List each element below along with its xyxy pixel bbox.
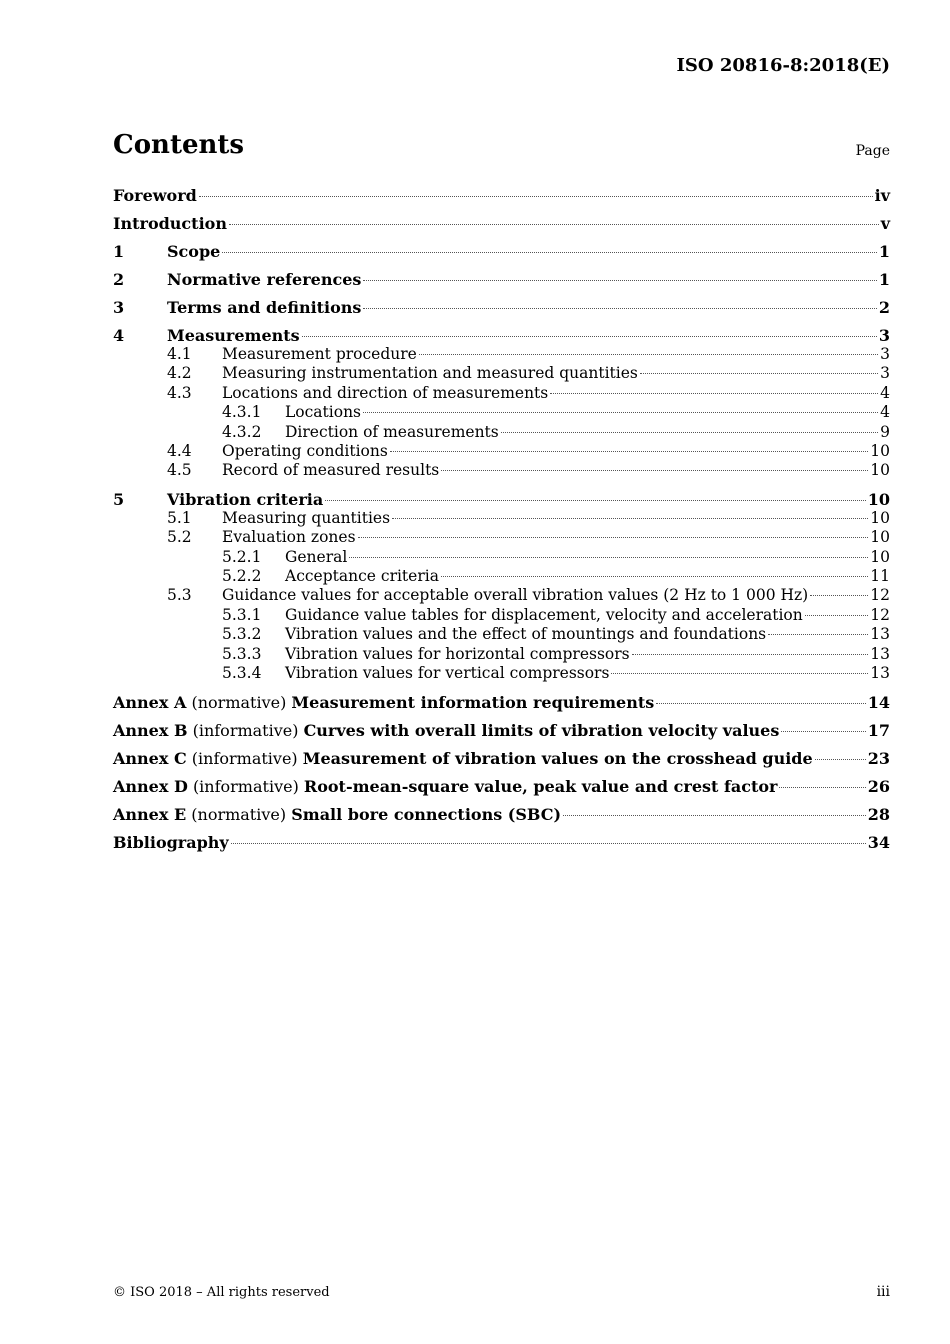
toc-title: Measuring instrumentation and measured quantities bbox=[222, 364, 638, 383]
toc-page: 13 bbox=[870, 644, 890, 663]
leader-dots bbox=[611, 673, 868, 674]
toc-number: 5.3.3 bbox=[222, 644, 262, 663]
toc-title bbox=[113, 805, 561, 824]
leader-dots bbox=[550, 393, 878, 394]
toc-page: iv bbox=[874, 186, 890, 205]
toc-number: 4.2 bbox=[167, 364, 192, 383]
toc-title bbox=[113, 721, 779, 740]
toc-entry-bibliography[interactable] bbox=[113, 833, 890, 852]
table-of-contents bbox=[113, 186, 890, 852]
toc-number: 4.5 bbox=[167, 461, 192, 480]
toc-page: 10 bbox=[870, 508, 890, 527]
toc-number: 1 bbox=[113, 242, 125, 261]
toc-entry-5-3[interactable] bbox=[113, 586, 890, 605]
toc-title: Vibration values for vertical compressors bbox=[285, 664, 610, 683]
toc-page: 17 bbox=[867, 720, 890, 740]
leader-dots bbox=[419, 354, 878, 355]
annex-label: Annex A bbox=[113, 692, 187, 712]
toc-title bbox=[113, 777, 777, 796]
toc-page: 28 bbox=[867, 804, 890, 824]
leader-dots bbox=[325, 500, 866, 501]
toc-page: v bbox=[880, 214, 890, 233]
toc-page: 1 bbox=[878, 242, 890, 261]
leader-dots bbox=[441, 470, 868, 471]
toc-number: 4.3 bbox=[167, 383, 192, 402]
toc-entry-annex-b[interactable] bbox=[113, 721, 890, 740]
toc-entry-annex-a[interactable] bbox=[113, 693, 890, 712]
toc-title: Locations bbox=[285, 403, 362, 422]
toc-entry-5-3-2[interactable] bbox=[113, 625, 890, 644]
toc-entry-5-2[interactable] bbox=[113, 528, 890, 547]
leader-dots bbox=[302, 336, 877, 337]
toc-number: 4.4 bbox=[167, 442, 192, 461]
toc-entry-5-3-3[interactable] bbox=[113, 645, 890, 664]
toc-page: 10 bbox=[870, 461, 890, 480]
toc-page: 10 bbox=[870, 442, 890, 461]
annex-label: Annex B bbox=[113, 720, 188, 740]
leader-dots bbox=[768, 634, 868, 635]
annex-title: Measurement information requirements bbox=[291, 692, 655, 712]
toc-page: 26 bbox=[867, 776, 890, 796]
toc-entry-vibration-criteria[interactable] bbox=[113, 490, 890, 509]
copyright-notice: © ISO 2018 – All rights reserved bbox=[113, 1285, 330, 1300]
leader-dots bbox=[229, 224, 879, 225]
document-id: ISO 20816-8:2018(E) bbox=[676, 55, 890, 76]
toc-page: 11 bbox=[870, 567, 890, 586]
toc-title: Operating conditions bbox=[222, 442, 388, 461]
toc-title: Direction of measurements bbox=[285, 422, 499, 441]
toc-title: Normative references bbox=[167, 270, 362, 289]
annex-title: Root-mean-square value, peak value and crest factor bbox=[303, 776, 778, 796]
toc-title: Vibration values and the effect of mountings and foundations bbox=[285, 625, 767, 644]
leader-dots bbox=[810, 595, 868, 596]
leader-dots bbox=[349, 557, 868, 558]
toc-page: 4 bbox=[880, 403, 890, 422]
page-column-label: Page bbox=[855, 143, 890, 159]
toc-title bbox=[113, 693, 654, 712]
toc-entry-5-2-2[interactable] bbox=[113, 567, 890, 586]
toc-page: 4 bbox=[880, 383, 890, 402]
toc-entry-5-2-1[interactable] bbox=[113, 548, 890, 567]
toc-title: Acceptance criteria bbox=[285, 567, 439, 586]
toc-page: 3 bbox=[880, 364, 890, 383]
toc-title: Guidance value tables for displacement, velocity and acceleration bbox=[285, 605, 803, 624]
toc-title: Introduction bbox=[113, 214, 227, 233]
toc-number: 5.3.4 bbox=[222, 664, 262, 683]
annex-label: Annex E bbox=[113, 804, 187, 824]
annex-title: Measurement of vibration values on the crosshead guide bbox=[302, 748, 813, 768]
toc-number: 2 bbox=[113, 270, 125, 289]
contents-heading: Contents bbox=[113, 130, 245, 160]
annex-kind: (informative) bbox=[192, 720, 299, 740]
toc-number: 4.1 bbox=[167, 345, 192, 363]
annex-label: Annex C bbox=[113, 748, 187, 768]
toc-page: 14 bbox=[867, 692, 890, 712]
annex-kind: (normative) bbox=[191, 692, 287, 712]
toc-entry-foreword[interactable] bbox=[113, 186, 890, 205]
toc-page: 1 bbox=[878, 270, 890, 289]
leader-dots bbox=[441, 576, 868, 577]
toc-title: Foreword bbox=[113, 186, 197, 205]
toc-entry-5-3-1[interactable] bbox=[113, 606, 890, 625]
annex-kind: (informative) bbox=[192, 776, 299, 796]
toc-number: 3 bbox=[113, 298, 125, 317]
toc-number: 4.3.1 bbox=[222, 403, 262, 422]
toc-page: 10 bbox=[867, 489, 890, 509]
toc-page: 10 bbox=[870, 528, 890, 547]
toc-entry-4-3[interactable] bbox=[113, 384, 890, 403]
leader-dots bbox=[805, 615, 869, 616]
toc-page: 13 bbox=[870, 625, 890, 644]
toc-title: General bbox=[285, 547, 348, 566]
toc-entry-4-3-2[interactable] bbox=[113, 423, 890, 442]
toc-entry-annex-e[interactable] bbox=[113, 805, 890, 824]
leader-dots bbox=[815, 759, 866, 760]
toc-entry-annex-d[interactable] bbox=[113, 777, 890, 796]
annex-kind: (informative) bbox=[191, 748, 298, 768]
toc-page: 3 bbox=[880, 345, 890, 363]
leader-dots bbox=[781, 731, 865, 732]
annex-label: Annex D bbox=[113, 776, 188, 796]
toc-number: 5 bbox=[113, 489, 125, 509]
toc-number: 5.3 bbox=[167, 586, 192, 605]
toc-title: Measurement procedure bbox=[222, 345, 417, 363]
leader-dots bbox=[779, 787, 865, 788]
toc-number: 4.3.2 bbox=[222, 422, 262, 441]
leader-dots bbox=[392, 518, 868, 519]
leader-dots bbox=[656, 703, 866, 704]
toc-title: Locations and direction of measurements bbox=[222, 383, 549, 402]
toc-title: Record of measured results bbox=[222, 461, 440, 480]
toc-page: 10 bbox=[870, 547, 890, 566]
toc-number: 5.3.1 bbox=[222, 605, 262, 624]
toc-page: 13 bbox=[870, 664, 890, 683]
toc-number: 5.3.2 bbox=[222, 625, 262, 644]
toc-page: 12 bbox=[870, 586, 890, 605]
toc-title: Vibration values for horizontal compressors bbox=[285, 644, 630, 663]
toc-page: 2 bbox=[878, 298, 890, 317]
toc-number: 5.2.2 bbox=[222, 567, 262, 586]
leader-dots bbox=[363, 412, 878, 413]
toc-title: Terms and definitions bbox=[167, 298, 362, 317]
toc-entry-introduction[interactable] bbox=[113, 214, 890, 233]
toc-number: 5.2.1 bbox=[222, 547, 262, 566]
toc-entry-normative-references[interactable] bbox=[113, 270, 890, 289]
toc-entry-4-4[interactable] bbox=[113, 442, 890, 461]
toc-number: 4 bbox=[113, 326, 125, 345]
annex-title: Small bore connections (SBC) bbox=[291, 804, 562, 824]
toc-entry-5-3-4[interactable] bbox=[113, 664, 890, 683]
toc-page: 23 bbox=[867, 748, 890, 768]
toc-entry-annex-c[interactable] bbox=[113, 749, 890, 768]
toc-title: Evaluation zones bbox=[222, 528, 356, 547]
leader-dots bbox=[363, 280, 876, 281]
toc-entry-terms-definitions[interactable] bbox=[113, 298, 890, 317]
leader-dots bbox=[363, 308, 876, 309]
leader-dots bbox=[199, 196, 873, 197]
annex-kind: (normative) bbox=[191, 804, 287, 824]
toc-title: Measurements bbox=[167, 326, 300, 345]
leader-dots bbox=[632, 654, 869, 655]
leader-dots bbox=[501, 432, 878, 433]
toc-page: 12 bbox=[870, 605, 890, 624]
toc-page: 9 bbox=[880, 422, 890, 441]
toc-title: Vibration criteria bbox=[167, 489, 324, 509]
toc-title: Measuring quantities bbox=[222, 508, 391, 527]
toc-entry-4-1[interactable] bbox=[113, 345, 890, 364]
toc-entry-measurements[interactable] bbox=[113, 326, 890, 345]
leader-dots bbox=[222, 252, 877, 253]
toc-number: 5.2 bbox=[167, 528, 192, 547]
leader-dots bbox=[231, 843, 866, 844]
toc-title: Bibliography bbox=[113, 832, 229, 852]
toc-page: 34 bbox=[867, 832, 890, 852]
toc-entry-4-2[interactable] bbox=[113, 364, 890, 383]
toc-entry-5-1[interactable] bbox=[113, 509, 890, 528]
toc-title bbox=[113, 749, 813, 768]
annex-title: Curves with overall limits of vibration velocity values bbox=[303, 720, 780, 740]
toc-title: Scope bbox=[167, 242, 221, 261]
toc-title: Guidance values for acceptable overall vibration values (2 Hz to 1 000 Hz) bbox=[222, 586, 809, 605]
toc-entry-scope[interactable] bbox=[113, 242, 890, 261]
leader-dots bbox=[640, 373, 878, 374]
toc-entry-4-5[interactable] bbox=[113, 461, 890, 480]
leader-dots bbox=[390, 451, 868, 452]
page-number: iii bbox=[876, 1284, 890, 1300]
leader-dots bbox=[358, 537, 869, 538]
toc-number: 5.1 bbox=[167, 508, 192, 527]
leader-dots bbox=[563, 815, 866, 816]
toc-entry-4-3-1[interactable] bbox=[113, 403, 890, 422]
toc-page: 3 bbox=[878, 326, 890, 345]
